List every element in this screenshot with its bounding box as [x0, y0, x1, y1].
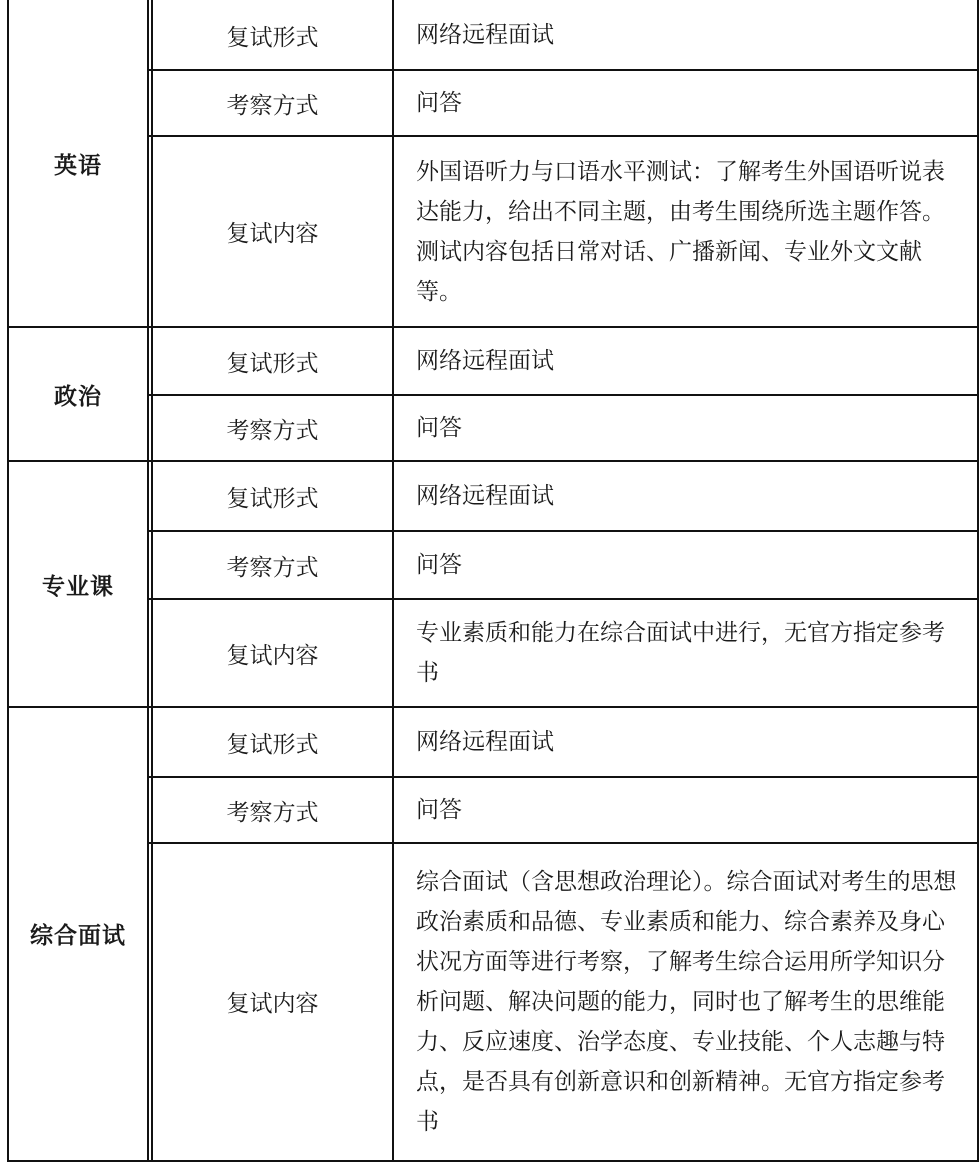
row-value-text: 网络远程面试: [416, 22, 554, 48]
row-value-text: 网络远程面试: [416, 348, 554, 374]
row-label: [152, 461, 393, 531]
section-label-text: 综合面试: [30, 923, 126, 949]
section-label-text: 英语: [54, 153, 102, 179]
section-label: [8, 0, 148, 327]
row-value-text: 外国语听力与口语水平测试：了解考生外国语听说表达能力，给出不同主题，由考生围绕所选主题作答。测试内容包括日常对话、广播新闻、专业外文文献等。: [416, 158, 945, 305]
row-label-text: 复试形式: [226, 731, 319, 758]
row-value-text: 综合面试（含思想政治理论）。综合面试对考生的思想政治素质和品德、专业素质和能力、综合素养及身心状况方面等进行考察，了解考生综合运用所学知识分析问题、解决问题的能力，同时也了解考生的思维能力、反应速度、治学态度、专业技能、个人志趣与特点，是否具有创新意识和创新精神。无官方指定参考书: [416, 868, 957, 1135]
section-label: [8, 461, 148, 707]
row-label: [152, 777, 393, 843]
row-value: [394, 136, 977, 327]
table-right-border: [977, 0, 979, 1162]
row-label: [152, 327, 393, 395]
row-value-text: 网络远程面试: [416, 729, 554, 755]
section-label-text: 政治: [54, 383, 102, 410]
row-label-text: 复试形式: [226, 350, 319, 377]
section-label: [8, 327, 148, 461]
row-value: [394, 599, 977, 707]
row-value: [394, 70, 977, 136]
row-label: [152, 0, 393, 70]
row-label-text: 复试形式: [226, 485, 319, 512]
row-label-text: 考察方式: [226, 417, 319, 444]
row-value-text: 问答: [416, 415, 462, 441]
row-value-text: 问答: [416, 90, 462, 116]
row-value-text: 网络远程面试: [416, 483, 554, 509]
row-label-text: 复试形式: [226, 24, 319, 51]
row-label-text: 复试内容: [226, 221, 319, 247]
row-value: [394, 777, 977, 843]
row-label-text: 考察方式: [226, 799, 319, 826]
row-label: [152, 136, 393, 327]
row-label: [152, 70, 393, 136]
row-value: [394, 461, 977, 531]
row-label: [152, 395, 393, 461]
row-label-text: 考察方式: [226, 92, 319, 119]
row-value-text: 专业素质和能力在综合面试中进行，无官方指定参考书: [416, 620, 945, 686]
row-label: [152, 599, 393, 707]
section-label: [8, 707, 148, 1160]
row-value-text: 问答: [416, 552, 462, 578]
row-label-text: 考察方式: [226, 554, 319, 581]
row-label: [152, 707, 393, 777]
row-label: [152, 531, 393, 599]
row-value: [394, 327, 977, 395]
row-value-text: 问答: [416, 797, 462, 823]
row-value: [394, 531, 977, 599]
row-label-text: 复试内容: [226, 991, 319, 1017]
section-label-text: 专业课: [42, 573, 114, 600]
row-value: [394, 843, 977, 1160]
row-value: [394, 395, 977, 461]
row-label-text: 复试内容: [226, 642, 319, 669]
row-label: [152, 843, 393, 1160]
row-value: [394, 707, 977, 777]
row-value: [394, 0, 977, 70]
